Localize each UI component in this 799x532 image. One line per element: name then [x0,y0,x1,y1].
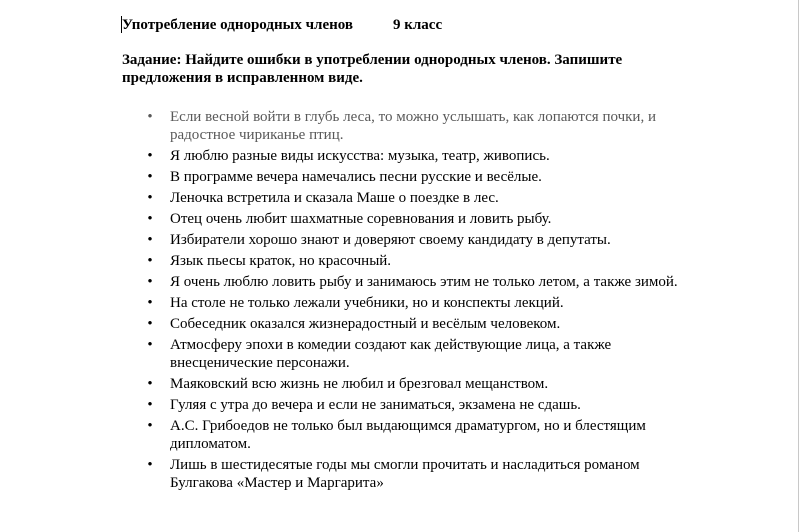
sentence-item [122,108,697,144]
bullet-icon: • [147,316,153,332]
sentence-item [122,210,697,228]
sentence-text: Атмосферу эпохи в комедии создают как действующие лица, а также внесценические персонажи. [170,337,612,371]
sentence-item [122,231,697,249]
sentence-item [122,168,697,186]
sentence-item [122,273,697,291]
bullet-icon: • [147,148,153,164]
sentence-item [122,396,697,414]
bullet-icon: • [147,211,153,227]
sentence-item [122,456,697,492]
sentence-text: Я очень люблю ловить рыбу и занимаюсь этим не только летом, а также зимой. [170,274,678,290]
sentence-text: Маяковский всю жизнь не любил и брезговал мещанством. [170,376,549,392]
bullet-icon: • [147,232,153,248]
sentence-item [122,147,697,165]
sentence-item [122,252,697,270]
bullet-icon: • [147,337,153,353]
bullet-icon: • [147,190,153,206]
sentence-item [122,294,697,312]
bullet-icon: • [147,376,153,392]
sentence-text: Язык пьесы краток, но красочный. [170,253,392,269]
grade-label: 9 класс [392,17,443,33]
sentence-text: Гуляя с утра до вечера и если не заниматься, экзамена не сдашь. [170,397,581,413]
sentence-item [122,375,697,393]
document-title [122,16,442,34]
sentence-item [122,417,697,453]
sentence-item [122,189,697,207]
bullet-icon: • [147,274,153,290]
sentence-list [122,108,697,495]
sentence-item [122,336,697,372]
title-text: Употребление однородных членов [122,17,353,33]
bullet-icon: • [147,109,153,125]
sentence-text: Отец очень любит шахматные соревнования и ловить рыбу. [170,211,552,227]
bullet-icon: • [147,397,153,413]
sentence-text: Собеседник оказался жизнерадостный и весёлым человеком. [170,316,561,332]
task-instructions: Задание: Найдите ошибки в употреблении однородных членов. Запишите предложения в исправленном виде. [122,52,623,86]
sentence-text: Я люблю разные виды искусства: музыка, театр, живопись. [170,148,550,164]
sentence-text: В программе вечера намечались песни русские и весёлые. [170,169,542,185]
bullet-icon: • [147,169,153,185]
bullet-icon: • [147,253,153,269]
bullet-icon: • [147,295,153,311]
bullet-icon: • [147,418,153,434]
sentence-text: Леночка встретила и сказала Маше о поездке в лес. [170,190,499,206]
bullet-icon: • [147,457,153,473]
sentence-item [122,315,697,333]
sentence-text: А.С. Грибоедов не только был выдающимся драматургом, но и блестящим дипломатом. [170,418,646,452]
sentence-text: На столе не только лежали учебники, но и конспекты лекций. [170,295,564,311]
sentence-text: Если весной войти в глубь леса, то можно услышать, как лопаются почки, и радостное чириканье птиц. [170,109,656,143]
sentence-text: Избиратели хорошо знают и доверяют своему кандидату в депутаты. [170,232,611,248]
sentence-text: Лишь в шестидесятые годы мы смогли прочитать и насладиться романом Булгакова «Мастер и Маргарита» [170,457,640,491]
